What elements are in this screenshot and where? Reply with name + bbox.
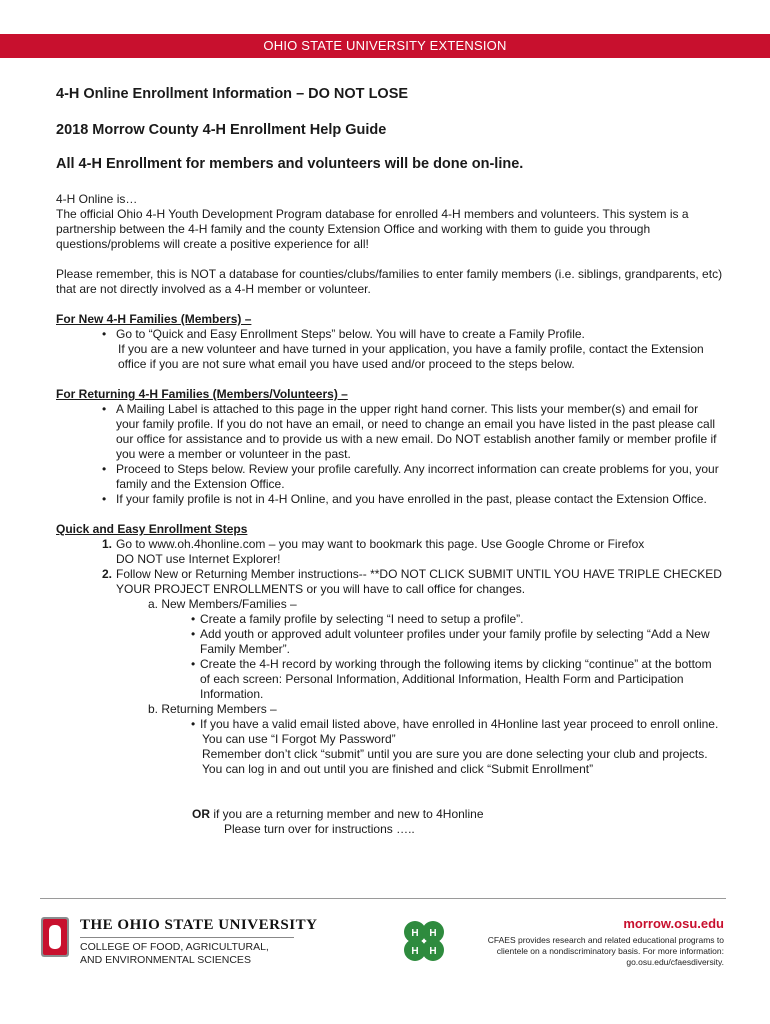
university-rule (80, 937, 294, 938)
block-o-logo-icon (40, 916, 70, 958)
svg-text:H: H (429, 928, 437, 939)
svg-text:H: H (411, 928, 419, 939)
forgot-password-note: You can use “I Forgot My Password” (202, 732, 396, 746)
list-item: • Create a family profile by selecting “I need to setup a profile”. (191, 612, 524, 626)
list-item: 1. Go to www.oh.4honline.com – you may want to bookmark this page. Use Google Chrome or Firefox DO NOT use Internet Explorer! (102, 537, 645, 566)
new-members-subhead: a. New Members/Families – (148, 597, 297, 611)
title-enrollment-info: 4-H Online Enrollment Information – DO NOT LOSE (56, 86, 409, 102)
or-note: OR if you are a returning member and new to 4Honline (192, 807, 484, 821)
list-item: • If you have a valid email listed above, have enrolled in 4Honline last year proceed to enroll online. (191, 717, 719, 731)
extension-banner: OHIO STATE UNIVERSITY EXTENSION (0, 34, 770, 58)
nondiscrimination-statement: CFAES provides research and related educational programs to clientele on a nondiscriminatory basis. For more information: go.osu.edu/cfaesdiversity. (487, 935, 724, 967)
intro-remember: Please remember, this is NOT a database for counties/clubs/families to enter family members (i.e. siblings, grandparents, etc) that are not directly involved as a 4-H member or volunteer. (56, 267, 723, 296)
svg-text:H: H (411, 946, 419, 957)
steps-list (56, 537, 724, 597)
list-item: • If your family profile is not in 4-H Online, and you have enrolled in the past, please contact the Extension Office. (102, 492, 707, 506)
list-item: • Add youth or approved adult volunteer profiles under your family profile by selecting “Add a New Family Member”. (191, 627, 710, 656)
4h-clover-icon (398, 915, 450, 967)
returning-families-list (56, 402, 724, 507)
county-website-link[interactable]: morrow.osu.edu (623, 916, 724, 931)
document-body (56, 192, 724, 837)
footer-divider (40, 898, 726, 899)
new-families-heading: For New 4-H Families (Members) – (56, 312, 252, 326)
steps-heading: Quick and Easy Enrollment Steps (56, 522, 248, 536)
returning-members-subhead: b. Returning Members – (148, 702, 277, 716)
list-item: • Create the 4-H record by working through the following items by clicking “continue” at the bottom of each screen: Personal Information, Additional Information, Health Form and Participation Information. (191, 657, 712, 701)
returning-families-heading: For Returning 4-H Families (Members/Volunteers) – (56, 387, 348, 401)
submit-reminder: Remember don’t click “submit” until you are sure you are done selecting your club and projects. You can log in and out until you are finished and click “Submit Enrollment” (202, 747, 708, 776)
turn-over-note: Please turn over for instructions ….. (224, 822, 415, 836)
intro-lead: 4-H Online is… (56, 192, 138, 206)
intro-description: The official Ohio 4-H Youth Development Program database for enrolled 4-H members and volunteers. This system is a partnership between the 4-H family and the county Extension Office and working with them to guide you through questions/problems will create a positive experience for all! (56, 207, 689, 251)
title-online-notice: All 4-H Enrollment for members and volunteers will be done on-line. (56, 156, 524, 172)
footer (0, 905, 770, 985)
list-item: 2. Follow New or Returning Member instructions-- **DO NOT CLICK SUBMIT UNTIL YOU HAVE TRIPLE CHECKED YOUR PROJECT ENROLLMENTS or you will have to call office for changes. (102, 567, 722, 596)
list-item: • Proceed to Steps below. Review your profile carefully. Any incorrect information can create problems for you, your family and the Extension Office. (102, 462, 719, 491)
new-volunteer-note: If you are a new volunteer and have turned in your application, you have a family profile, contact the Extension office if you are not sure what email you have used and/or proceed to the steps below. (118, 342, 704, 371)
title-help-guide: 2018 Morrow County 4-H Enrollment Help Guide (56, 122, 387, 138)
university-name: THE OHIO STATE UNIVERSITY (80, 917, 318, 933)
college-name-line1: COLLEGE OF FOOD, AGRICULTURAL, (80, 941, 269, 953)
college-name-line2: AND ENVIRONMENTAL SCIENCES (80, 954, 251, 966)
list-item: • A Mailing Label is attached to this page in the upper right hand corner. This lists your member(s) and email for your family profile. If you do not have an email, or need to change an email you have listed in the past please call our office for assistance and to provide us with a new email. Do NOT establish another family or member profile if you were a member or volunteer in the past. (102, 402, 717, 461)
list-item: • Go to “Quick and Easy Enrollment Steps” below. You will have to create a Family Profile. (102, 327, 585, 341)
svg-text:H: H (429, 946, 437, 957)
new-families-list (56, 327, 724, 342)
